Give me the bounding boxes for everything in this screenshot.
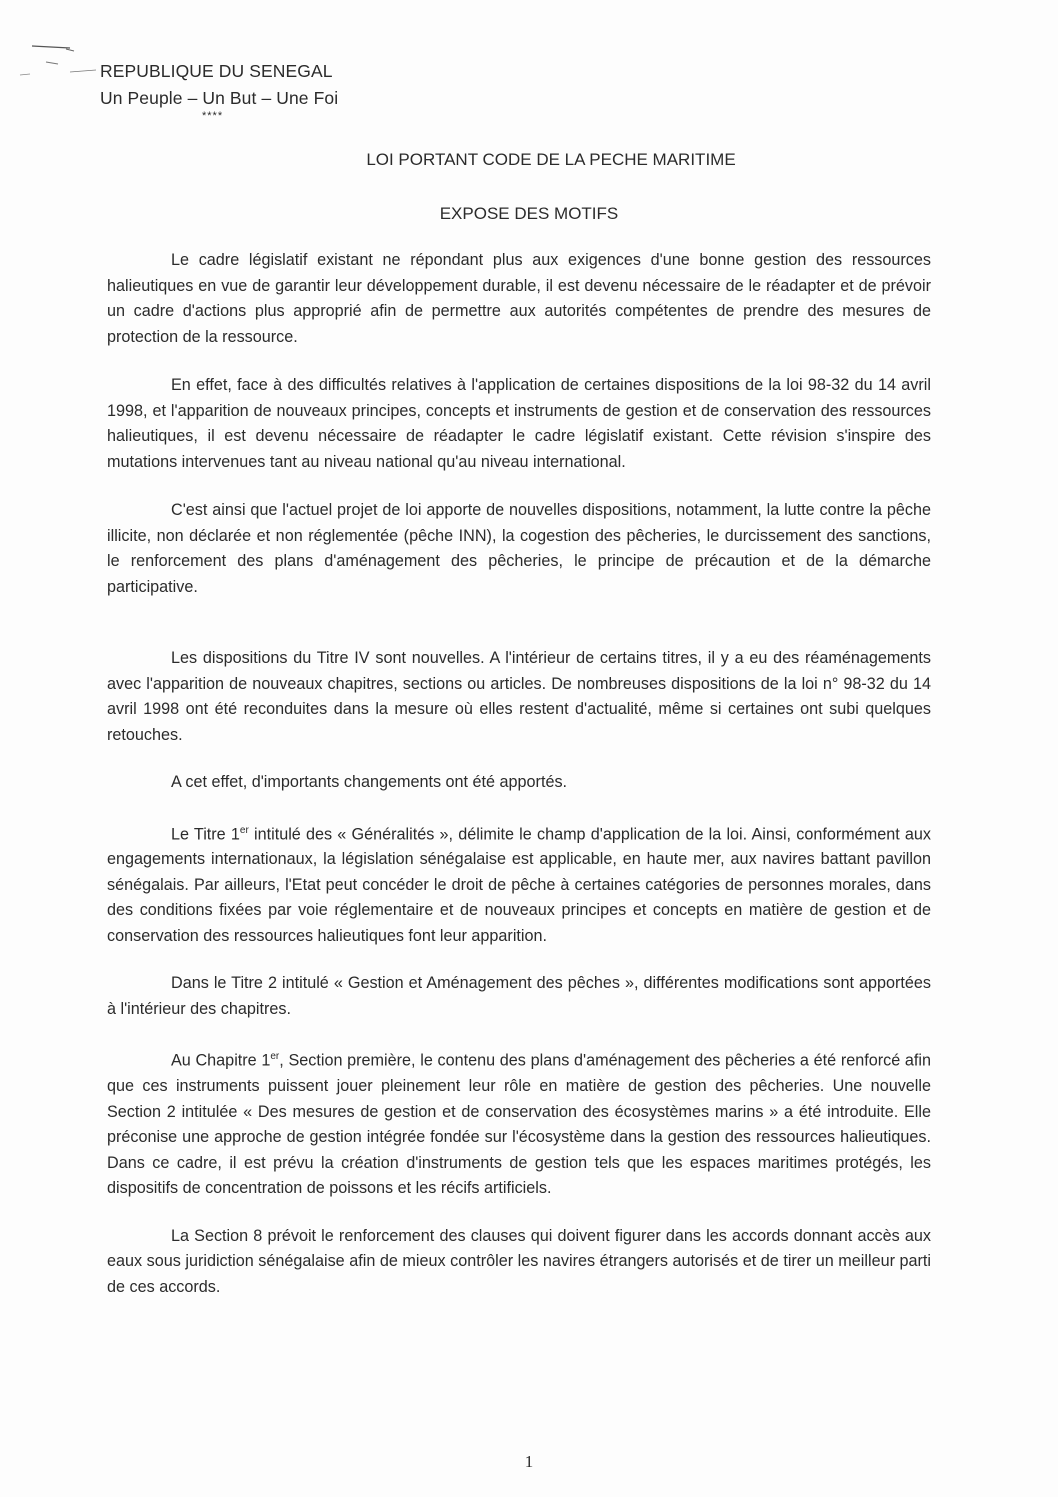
national-motto: Un Peuple – Un But – Une Foi xyxy=(100,88,339,108)
paragraph-8-start: Au Chapitre 1 xyxy=(171,1051,271,1070)
paragraph-6-start: Le Titre 1 xyxy=(171,824,240,843)
paragraph-6 xyxy=(107,818,931,950)
section-title: EXPOSE DES MOTIFS xyxy=(439,204,619,223)
law-title: LOI PORTANT CODE DE LA PECHE MARITIME xyxy=(366,150,736,169)
paragraph-4: Les dispositions du Titre IV sont nouvelles. A l'intérieur de certains titres, il y a eu des réaménagements avec l'apparition de nouveaux chapitres, sections ou articles. De nombreuses dispositions de la loi n° 98-32 du 14 avril 1998 ont été reconduites dans la mesure où elles restent d'actualité, même si certaines ont subi quelques retouches. xyxy=(107,649,931,744)
ordinal-superscript: er xyxy=(239,824,249,836)
paragraph-8 xyxy=(107,1044,931,1201)
paragraph-2: En effet, face à des difficultés relatives à l'application de certaines dispositions de la loi 98-32 du 14 avril 1998, et l'apparition de nouveaux principes, concepts et instruments de gestion et de conservation des ressources halieutiques, il est devenu nécessaire de réadapter le cadre législatif existant. Cette révision s'inspire des mutations intervenues tant au niveau national qu'au niveau international. xyxy=(107,376,931,471)
header-stars: **** xyxy=(202,110,224,122)
header-block xyxy=(100,58,338,112)
paragraph-5: A cet effet, d'importants changements ont été apportés. xyxy=(171,773,568,791)
paragraph-9: La Section 8 prévoit le renforcement des clauses qui doivent figurer dans les accords donnant accès aux eaux sous juridiction sénégalaise afin de mieux contrôler les navires étrangers autorisés et de tirer un meilleur parti de ces accords. xyxy=(107,1226,931,1296)
ordinal-superscript: er xyxy=(270,1051,280,1063)
scan-artifact-mark xyxy=(18,40,98,90)
paragraph-8-rest: , Section première, le contenu des plans d'aménagement des pêcheries a été renforcé afin que ces instruments puissent jouer pleinement leur rôle en matière de gestion des pêcheries. Une nouvelle Section 2 intitulée « Des mesures de gestion et de conservation des écosystèmes marins » a été introduite. Elle préconise une approche de gestion intégrée fondée sur l'écosystème dans la gestion des ressources halieutiques. Dans ce cadre, il est prévu la création d'instruments de gestion tels que les espaces maritimes protégés, les dispositifs de concentration de poissons et les récifs artificiels. xyxy=(107,1051,931,1198)
paragraph-7: Dans le Titre 2 intitulé « Gestion et Aménagement des pêches », différentes modifications sont apportées à l'intérieur des chapitres. xyxy=(107,974,931,1018)
document-body xyxy=(107,248,931,1300)
paragraph-3: C'est ainsi que l'actuel projet de loi apporte de nouvelles dispositions, notamment, la lutte contre la pêche illicite, non déclarée et non réglementée (pêche INN), la cogestion des pêcheries, le durcissement des sanctions, le renforcement des plans d'aménagement des pêcheries, le principe de précaution et de la démarche participative. xyxy=(107,501,931,596)
paragraph-6-rest: intitulé des « Généralités », délimite le champ d'application de la loi. Ainsi, conformément aux engagements internationaux, la législation sénégalaise est applicable, en haute mer, aux navires battant pavillon sénégalais. Par ailleurs, l'Etat peut concéder le droit de pêche à certaines catégories de personnes morales, dans des conditions fixées par voie réglementaire et de nouveaux principes et concepts en matière de gestion et de conservation des ressources halieutiques font leur apparition. xyxy=(107,824,932,945)
page-number: 1 xyxy=(524,1452,534,1471)
republic-name: REPUBLIQUE DU SENEGAL xyxy=(100,61,333,81)
paragraph-1: Le cadre législatif existant ne répondant plus aux exigences d'une bonne gestion des ressources halieutiques en vue de garantir leur développement durable, il est devenu nécessaire de le réadapter et de prévoir un cadre d'actions plus approprié afin de permettre aux autorités compétentes de prendre des mesures de protection de la ressource. xyxy=(107,251,931,346)
